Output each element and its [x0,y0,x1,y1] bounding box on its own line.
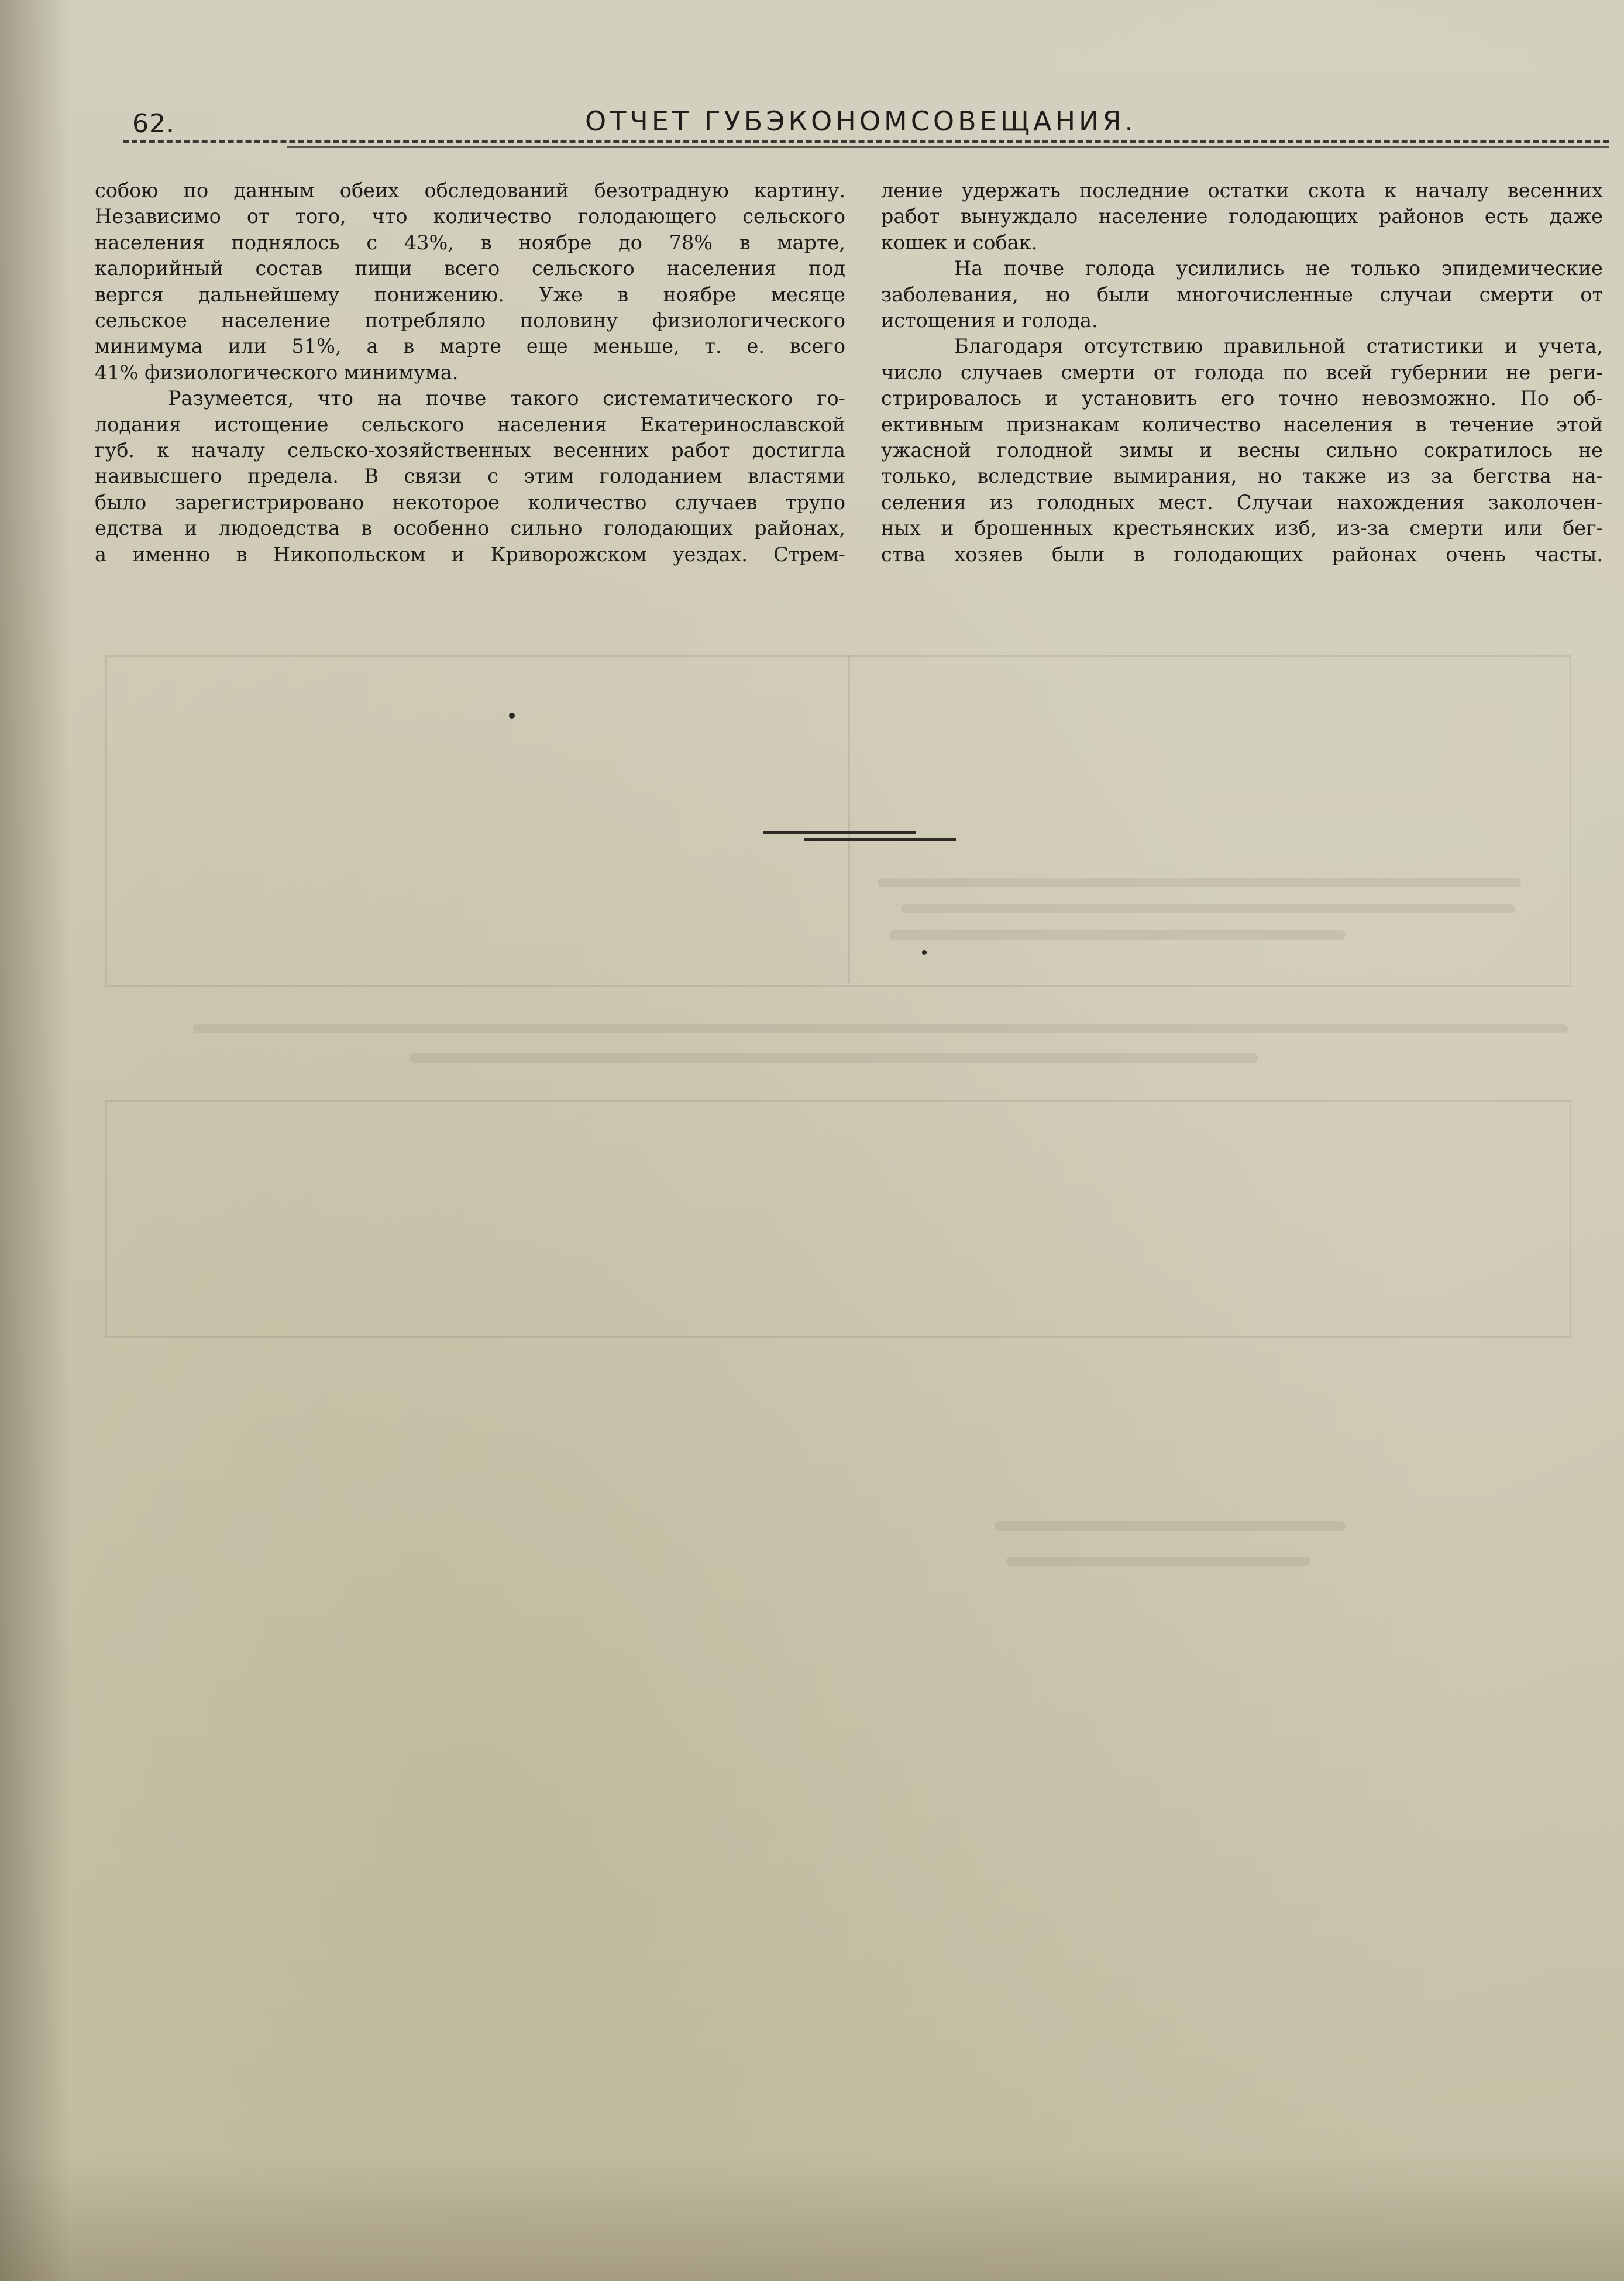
ink-speck [509,713,515,719]
text-line: На почве голода усилились не только эпидемические [954,257,1603,280]
text-line: селения из голодных мест. Случаи нахождения заколочен- [881,490,1603,514]
show-through-text [889,930,1346,940]
text-line: лодания истощение сельского населения Екатеринославской [95,413,845,436]
text-line: заболевания, но были многочисленные случаи смерти от [881,283,1603,306]
text-line: ление удержать последние остатки скота к началу весенних [881,179,1603,202]
text-line: ужасной голодной зимы и весны сильно сократилось не [881,439,1603,462]
text-line: только, вследствие вымирания, но также из за бегства на- [881,465,1603,488]
show-through-table-frame [105,1100,1571,1338]
text-line: ных и брошенных крестьянских изб, из-за смерти или бег- [881,517,1603,540]
text-line: 41% физиологического минимума. [95,360,459,384]
text-line: собою по данным обеих обследований безотрадную картину. [95,179,845,202]
show-through-text [193,1024,1568,1033]
divider-rule [763,831,916,834]
binding-shadow [0,0,70,2281]
text-line: ства хозяев были в голодающих районах очень часты. [881,542,1603,566]
running-head: ОТЧЕТ ГУБЭКОНОМСОВЕЩАНИЯ. [585,105,1137,137]
text-line: стрировалось и установить его точно невозможно. По об- [881,387,1603,410]
header-rule-thin [287,146,1609,148]
show-through-text [878,878,1521,887]
page-bottom-shadow [0,2152,1624,2281]
left-text-column [95,178,845,568]
show-through-text [1006,1557,1310,1566]
text-line: едства и людоедства в особенно сильно голодающих районах, [95,517,845,540]
section-divider [763,831,956,841]
text-line: минимума или 51%, а в марте еще меньше, т. е. всего [95,335,845,358]
ink-speck [922,950,927,955]
text-line: наивысшего предела. В связи с этим голоданием властями [95,465,845,488]
text-line: вергся дальнейшему понижению. Уже в ноябре месяце [95,283,845,306]
divider-rule [804,838,956,841]
show-through-text [410,1053,1258,1063]
text-line: Разумеется, что на почве такого систематического го- [168,387,845,410]
text-line: а именно в Никопольском и Криворожском уездах. Стрем- [95,542,845,566]
header-rule [123,140,1609,143]
right-text-column [881,178,1603,568]
show-through-text [995,1521,1346,1531]
show-through-table-divider [848,655,850,983]
text-line: было зарегистрировано некоторое количество случаев трупо [95,490,845,514]
text-line: калорийный состав пищи всего сельского населения под [95,257,845,280]
page-number: 62. [132,109,175,139]
show-through-text [901,904,1515,913]
text-line: сельское население потребляло половину физиологического [95,309,845,332]
show-through-table-frame [105,655,1571,987]
text-line: Благодаря отсутствию правильной статистики и учета, [954,335,1603,358]
text-line: Независимо от того, что количество голодающего сельского [95,205,845,228]
text-line: ективным признакам количество населения в течение этой [881,413,1603,436]
text-line: населения поднялось с 43%, в ноябре до 78% в марте, [95,231,845,254]
text-line: работ вынуждало население голодающих районов есть даже [881,205,1603,228]
text-line: губ. к началу сельско-хозяйственных весенних работ достигла [95,439,845,462]
text-line: число случаев смерти от голода по всей губернии не реги- [881,360,1603,384]
text-line: истощения и голода. [881,309,1098,332]
text-line: кошек и собак. [881,231,1038,254]
